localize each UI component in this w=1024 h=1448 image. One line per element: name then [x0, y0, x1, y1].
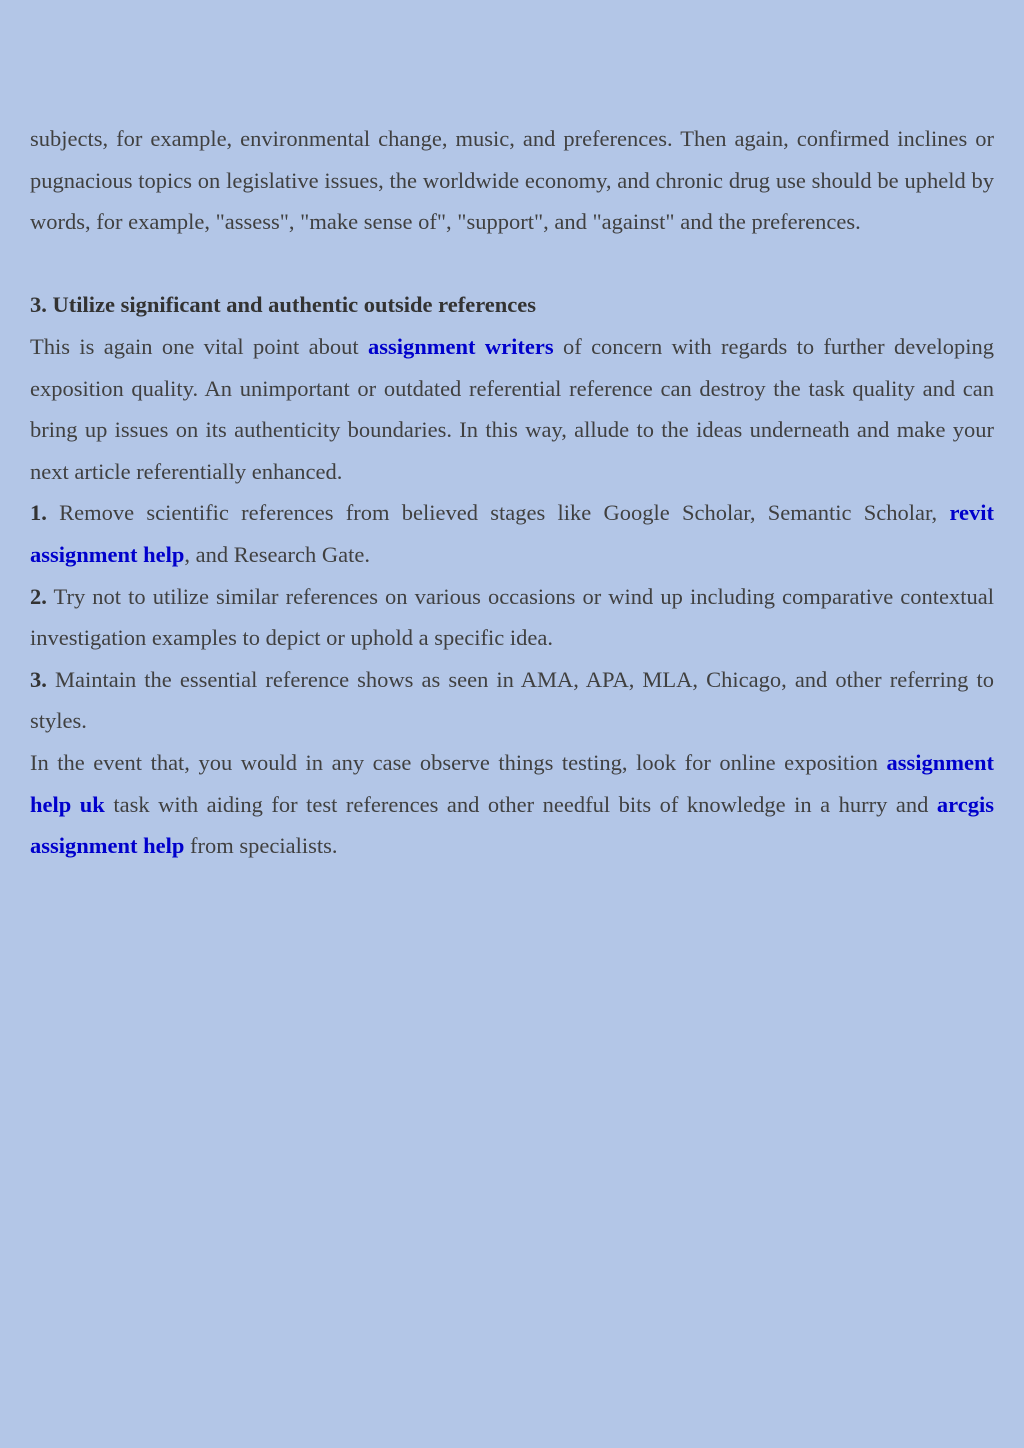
list-item-text-before: Remove scientific references from believed stages like Google Scholar, Semantic Scholar,	[46, 500, 950, 526]
list-item-number: 3.	[30, 666, 47, 692]
paragraph-spacer	[30, 243, 994, 285]
assignment-help-uk-link[interactable]: assignment help uk	[30, 749, 994, 817]
closing-paragraph	[30, 742, 994, 867]
arcgis-assignment-help-link[interactable]: arcgis assignment help	[30, 791, 994, 859]
list-item	[30, 659, 994, 742]
section-paragraph-text-before: This is again one vital point about	[30, 333, 368, 359]
closing-text-before: In the event that, you would in any case observe things testing, look for online exposition	[30, 749, 887, 775]
list-item-text: Maintain the essential reference shows as seen in AMA, APA, MLA, Chicago, and other referring to styles.	[30, 666, 994, 734]
section-paragraph	[30, 326, 994, 492]
list-item-text: Try not to utilize similar references on various occasions or wind up including comparative contextual investigation examples to depict or uphold a specific idea.	[30, 583, 994, 651]
list-item-number: 1.	[30, 500, 47, 526]
closing-text-middle: task with aiding for test references and other needful bits of knowledge in a hurry and	[104, 791, 937, 817]
list-item-number: 2.	[30, 583, 47, 609]
list-item-text-after: , and Research Gate.	[184, 541, 370, 567]
assignment-writers-link[interactable]: assignment writers	[368, 333, 554, 359]
closing-text-after: from specialists.	[184, 833, 338, 859]
list-item	[30, 492, 994, 575]
revit-assignment-help-link[interactable]: revit assignment help	[30, 500, 994, 567]
section-heading: 3. Utilize significant and authentic outside references	[30, 292, 536, 318]
list-item	[30, 576, 994, 659]
section-paragraph-text-after: of concern with regards to further developing exposition quality. An unimportant or outdated referential reference can destroy the task quality and can bring up issues on its authenticity boundaries. In this way, allude to the ideas underneath and make your next article referentially enhanced.	[30, 333, 994, 484]
intro-paragraph: subjects, for example, environmental change, music, and preferences. Then again, confirmed inclines or pugnacious topics on legislative issues, the worldwide economy, and chronic drug use should be upheld by words, for example, "assess", "make sense of", "support", and "against" and the preferences.	[30, 126, 994, 235]
document-page	[30, 118, 994, 867]
